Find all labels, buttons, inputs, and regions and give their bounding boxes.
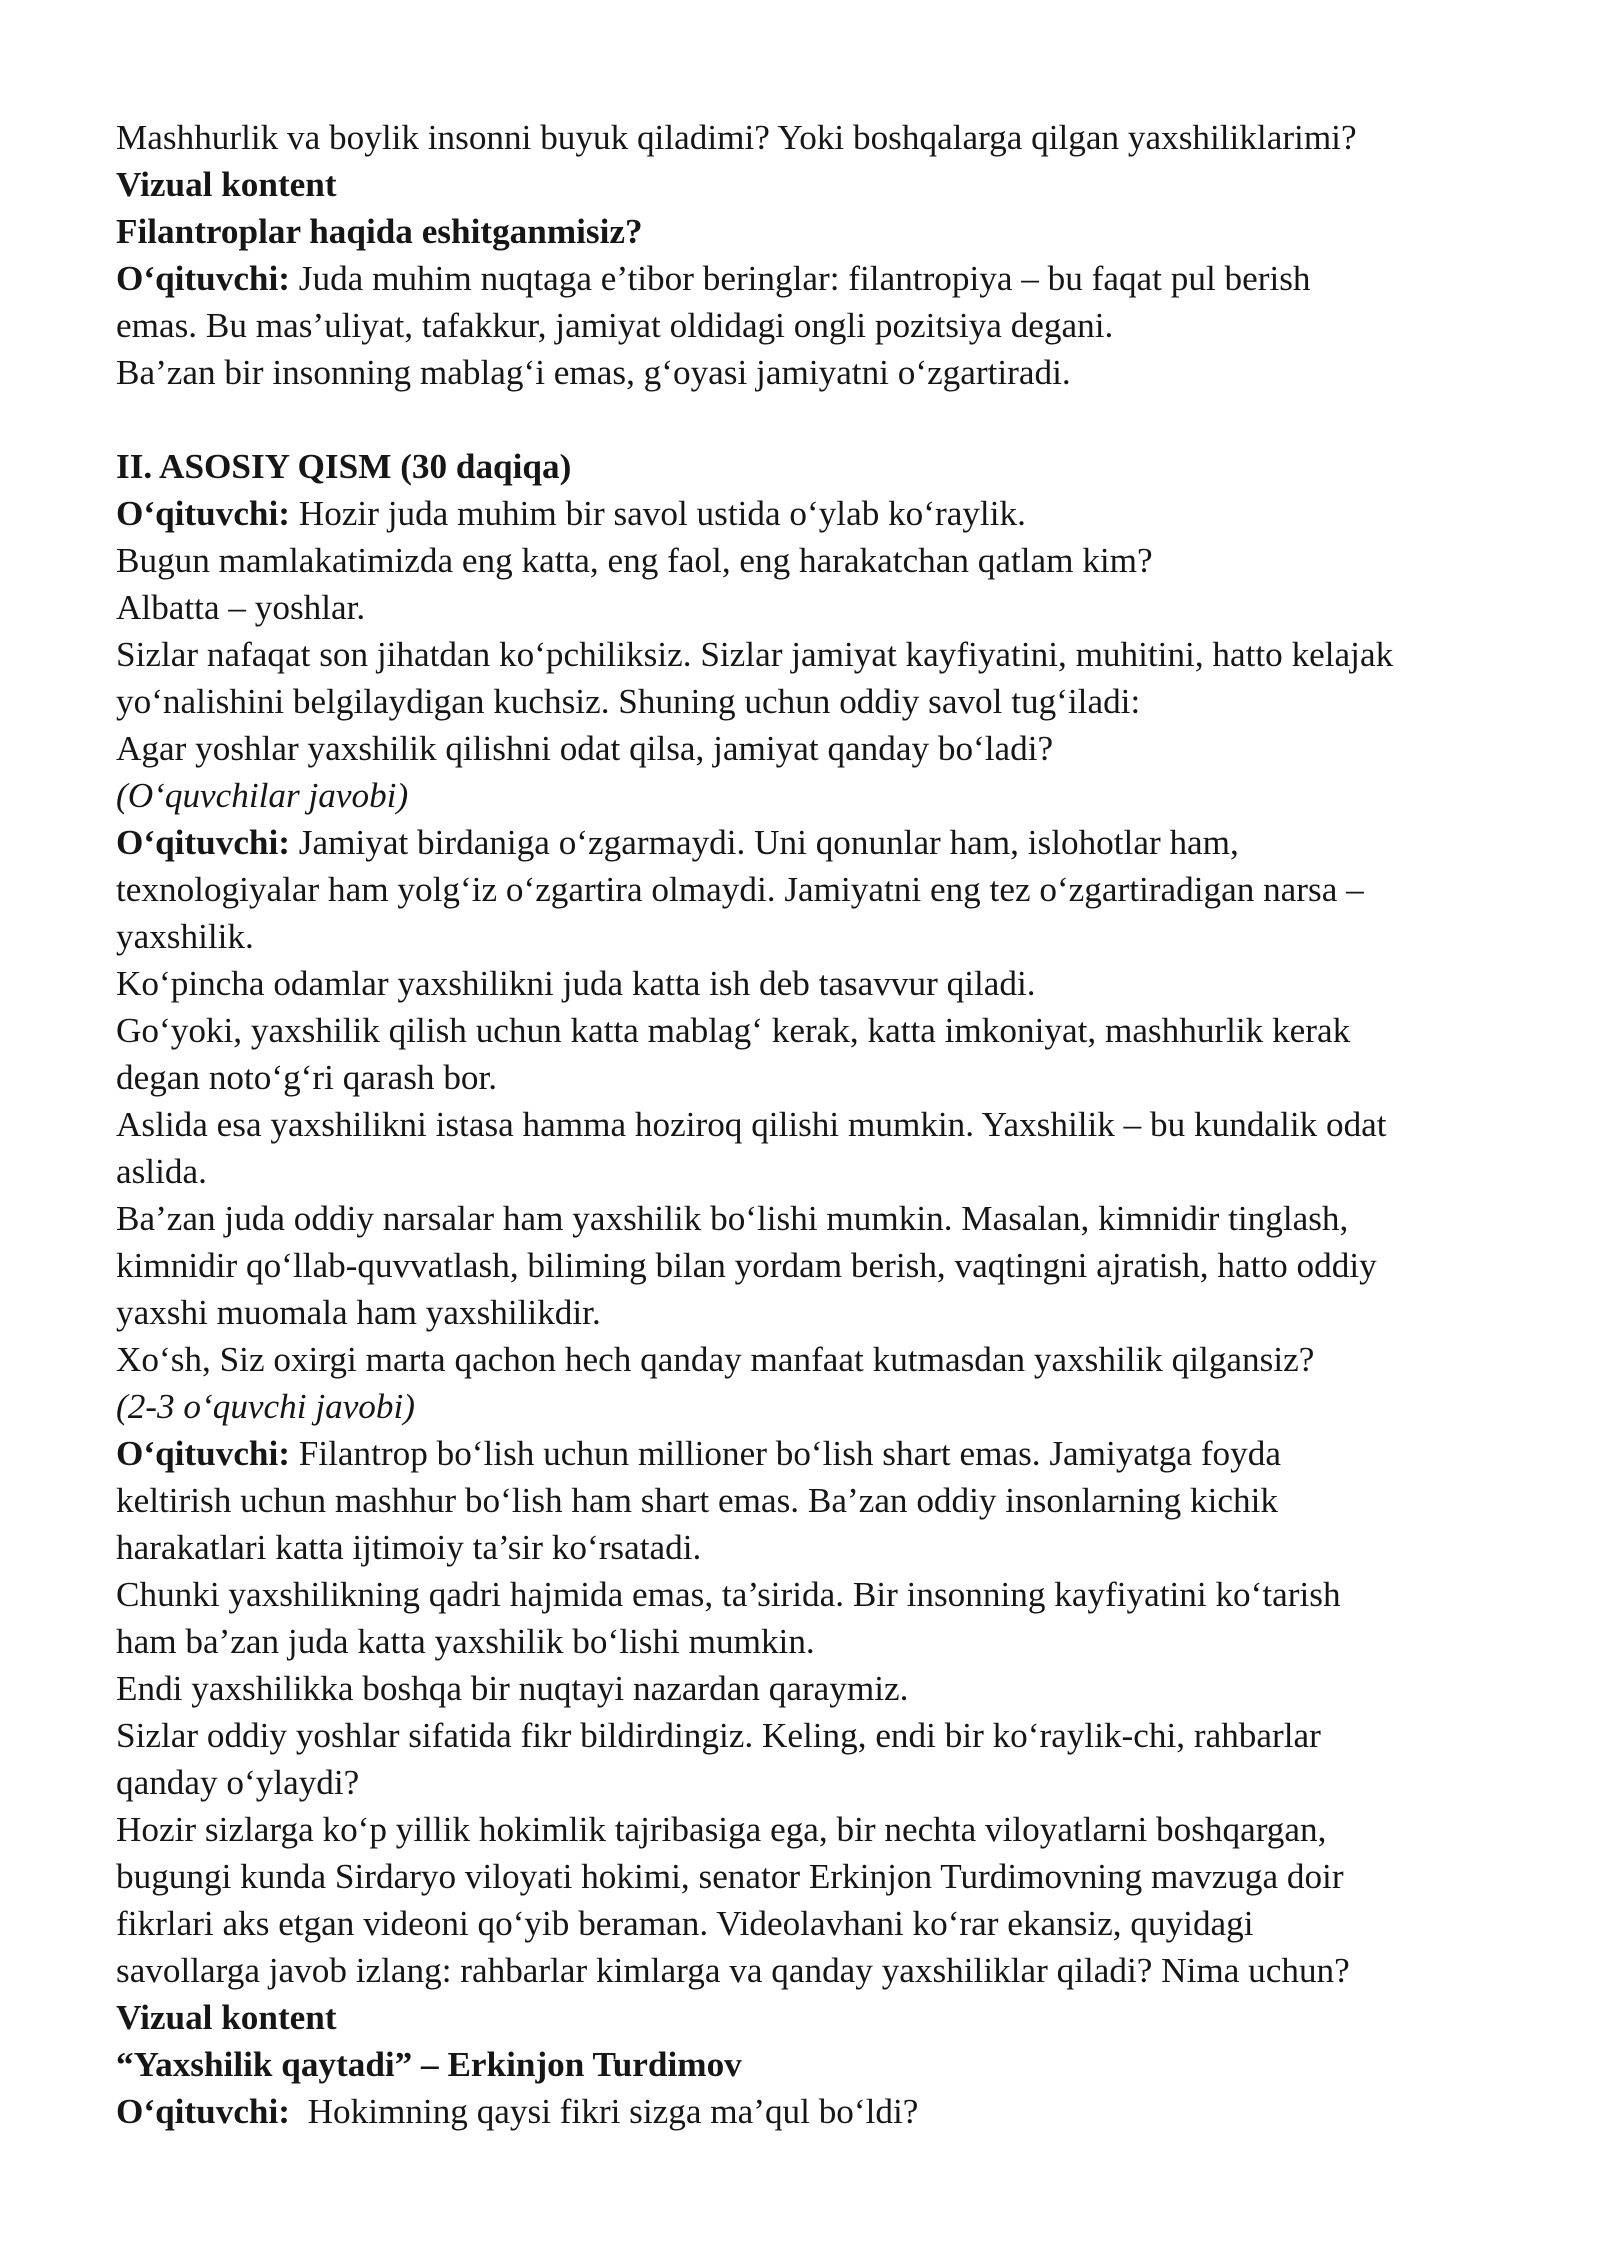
text-line: bugungi kunda Sirdaryo viloyati hokimi, senator Erkinjon Turdimovning mavzuga doir bbox=[116, 1857, 1344, 1896]
text-line: Albatta – yoshlar. bbox=[116, 588, 366, 627]
teacher-paragraph bbox=[116, 1430, 1516, 1477]
teacher-paragraph bbox=[116, 2088, 1516, 2135]
text-line: savollarga javob izlang: rahbarlar kimlarga va qanday yaxshiliklar qiladi? Nima uchun? bbox=[116, 1951, 1350, 1990]
text-line: Sizlar nafaqat son jihatdan ko‘pchiliksiz. Sizlar jamiyat kayfiyatini, muhitini, hatto kelajak bbox=[116, 635, 1394, 674]
teacher-paragraph bbox=[116, 255, 1516, 302]
text-line: Hokimning qaysi fikri sizga ma’qul bo‘ldi? bbox=[290, 2092, 919, 2131]
student-response-note: (2-3 o‘quvchi javobi) bbox=[116, 1387, 415, 1426]
section-label-visual-content: Vizual kontent bbox=[116, 1998, 337, 2037]
text-line: yaxshi muomala ham yaxshilikdir. bbox=[116, 1293, 601, 1332]
text-line: Ko‘pincha odamlar yaxshilikni juda katta ish deb tasavvur qiladi. bbox=[116, 964, 1036, 1003]
teacher-label: O‘qituvchi: bbox=[116, 259, 290, 298]
text-line: Sizlar oddiy yoshlar sifatida fikr bildirdingiz. Keling, endi bir ko‘raylik-chi, rahbarlar bbox=[116, 1716, 1321, 1755]
text-line: ham ba’zan juda katta yaxshilik bo‘lishi mumkin. bbox=[116, 1622, 815, 1661]
text-line: Ba’zan juda oddiy narsalar ham yaxshilik bo‘lishi mumkin. Masalan, kimnidir tinglash, bbox=[116, 1199, 1349, 1238]
text-line: texnologiyalar ham yolg‘iz o‘zgartira olmaydi. Jamiyatni eng tez o‘zgartiradigan narsa – bbox=[116, 870, 1364, 909]
text-line: Go‘yoki, yaxshilik qilish uchun katta mablag‘ kerak, katta imkoniyat, mashhurlik kerak bbox=[116, 1011, 1351, 1050]
document-page bbox=[116, 114, 1516, 2135]
text-line: Aslida esa yaxshilikni istasa hamma hoziroq qilishi mumkin. Yaxshilik – bu kundalik odat bbox=[116, 1105, 1387, 1144]
text-line: Agar yoshlar yaxshilik qilishni odat qilsa, jamiyat qanday bo‘ladi? bbox=[116, 729, 1054, 768]
text-line: yo‘nalishini belgilaydigan kuchsiz. Shuning uchun oddiy savol tug‘iladi: bbox=[116, 682, 1141, 721]
text-line: Ba’zan bir insonning mablag‘i emas, g‘oyasi jamiyatni o‘zgartiradi. bbox=[116, 353, 1071, 392]
teacher-paragraph bbox=[116, 490, 1516, 537]
student-response-note: (O‘quvchilar javobi) bbox=[116, 776, 409, 815]
text-line: Hozir juda muhim bir savol ustida o‘ylab ko‘raylik. bbox=[290, 494, 1026, 533]
teacher-label: O‘qituvchi: bbox=[116, 1434, 290, 1473]
text-line: Mashhurlik va boylik insonni buyuk qiladimi? Yoki boshqalarga qilgan yaxshiliklarimi? bbox=[116, 118, 1357, 157]
video-title: “Yaxshilik qaytadi” – Erkinjon Turdimov bbox=[116, 2045, 742, 2084]
text-line: Jamiyat birdaniga o‘zgarmaydi. Uni qonunlar ham, islohotlar ham, bbox=[290, 823, 1239, 862]
teacher-label: O‘qituvchi: bbox=[116, 494, 290, 533]
text-line: qanday o‘ylaydi? bbox=[116, 1763, 360, 1802]
text-line: harakatlari katta ijtimoiy ta’sir ko‘rsatadi. bbox=[116, 1528, 702, 1567]
blank-line bbox=[116, 396, 1516, 443]
text-line: degan noto‘g‘ri qarash bor. bbox=[116, 1058, 498, 1097]
text-line: Bugun mamlakatimizda eng katta, eng faol, eng harakatchan qatlam kim? bbox=[116, 541, 1153, 580]
text-line: Hozir sizlarga ko‘p yillik hokimlik tajribasiga ega, bir nechta viloyatlarni boshqargan, bbox=[116, 1810, 1327, 1849]
text-line: Xo‘sh, Siz oxirgi marta qachon hech qanday manfaat kutmasdan yaxshilik qilgansiz? bbox=[116, 1340, 1315, 1379]
text-line: Juda muhim nuqtaga e’tibor beringlar: filantropiya – bu faqat pul berish bbox=[290, 259, 1311, 298]
text-line: emas. Bu mas’uliyat, tafakkur, jamiyat oldidagi ongli pozitsiya degani. bbox=[116, 306, 1114, 345]
text-line: Filantrop bo‘lish uchun millioner bo‘lish shart emas. Jamiyatga foyda bbox=[290, 1434, 1281, 1473]
text-line: Endi yaxshilikka boshqa bir nuqtayi nazardan qaraymiz. bbox=[116, 1669, 909, 1708]
teacher-label: O‘qituvchi: bbox=[116, 2092, 290, 2131]
teacher-paragraph bbox=[116, 819, 1516, 866]
content-title: Filantroplar haqida eshitganmisiz? bbox=[116, 212, 643, 251]
text-line: kimnidir qo‘llab-quvvatlash, biliming bilan yordam berish, vaqtingni ajratish, hatto oddiy bbox=[116, 1246, 1377, 1285]
section-label-visual-content: Vizual kontent bbox=[116, 165, 337, 204]
section-heading: II. ASOSIY QISM (30 daqiqa) bbox=[116, 447, 572, 486]
text-line: fikrlari aks etgan videoni qo‘yib beraman. Videolavhani ko‘rar ekansiz, quyidagi bbox=[116, 1904, 1254, 1943]
text-line: keltirish uchun mashhur bo‘lish ham shart emas. Ba’zan oddiy insonlarning kichik bbox=[116, 1481, 1278, 1520]
teacher-label: O‘qituvchi: bbox=[116, 823, 290, 862]
text-line: aslida. bbox=[116, 1152, 207, 1191]
text-line: Chunki yaxshilikning qadri hajmida emas, ta’sirida. Bir insonning kayfiyatini ko‘tarish bbox=[116, 1575, 1341, 1614]
text-line: yaxshilik. bbox=[116, 917, 254, 956]
